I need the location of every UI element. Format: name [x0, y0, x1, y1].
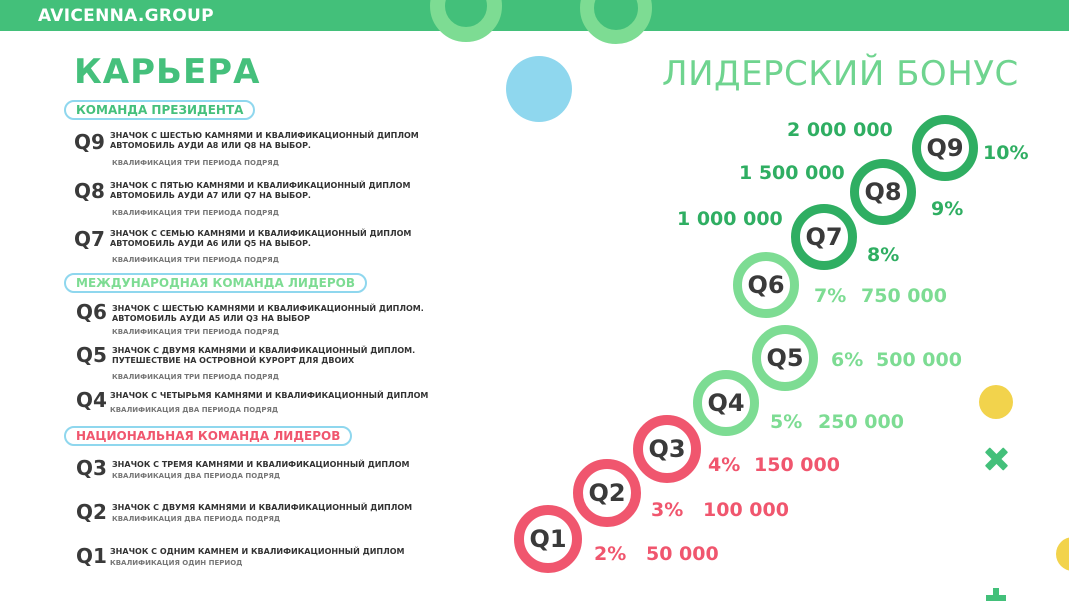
q5-circle: Q5: [752, 325, 818, 391]
level-note-q6: КВАЛИФИКАЦИЯ ТРИ ПЕРИОДА ПОДРЯД: [112, 328, 279, 336]
level-note-q1: КВАЛИФИКАЦИЯ ОДИН ПЕРИОД: [110, 559, 243, 567]
level-code-q2: Q2: [76, 500, 107, 524]
decor-blue-dot: [506, 56, 572, 122]
level-desc-q1-line1: ЗНАЧОК С ОДНИМ КАМНЕМ И КВАЛИФИКАЦИОННЫЙ ДИПЛОМ: [110, 547, 405, 556]
decor-ring-left: [430, 0, 502, 42]
q8-circle: Q8: [850, 159, 916, 225]
level-desc-q6-line1: ЗНАЧОК С ШЕСТЬЮ КАМНЯМИ И КВАЛИФИКАЦИОННЫЙ ДИПЛОМ.: [112, 304, 424, 313]
q9-percent: 10%: [983, 142, 1029, 164]
q6-percent: 7%: [814, 285, 847, 307]
level-code-q1: Q1: [76, 544, 107, 568]
q1-circle: Q1: [514, 505, 582, 573]
level-desc-q4-line1: ЗНАЧОК С ЧЕТЫРЬМЯ КАМНЯМИ И КВАЛИФИКАЦИОННЫЙ ДИПЛОМ: [110, 391, 429, 400]
level-code-q9: Q9: [74, 130, 105, 154]
q8-percent: 9%: [931, 198, 964, 220]
q5-percent: 6%: [831, 349, 864, 371]
level-note-q4: КВАЛИФИКАЦИЯ ДВА ПЕРИОДА ПОДРЯД: [110, 406, 279, 414]
level-desc-q8-line1: ЗНАЧОК С ПЯТЬЮ КАМНЯМИ И КВАЛИФИКАЦИОННЫЙ ДИПЛОМ: [110, 181, 411, 190]
level-note-q5: КВАЛИФИКАЦИЯ ТРИ ПЕРИОДА ПОДРЯД: [112, 373, 279, 381]
level-code-q3: Q3: [76, 456, 107, 480]
section-national-team: НАЦИОНАЛЬНАЯ КОМАНДА ЛИДЕРОВ: [64, 426, 352, 446]
q6-amount: 750 000: [861, 285, 947, 307]
level-desc-q2-line1: ЗНАЧОК С ДВУМЯ КАМНЯМИ И КВАЛИФИКАЦИОННЫЙ ДИПЛОМ: [112, 503, 413, 512]
decor-ring-right: [580, 0, 652, 44]
level-desc-q8-line2: АВТОМОБИЛЬ АУДИ А7 ИЛИ Q7 НА ВЫБОР.: [110, 191, 311, 200]
decor-yellow-dot: [979, 385, 1013, 419]
q7-circle: Q7: [791, 204, 857, 270]
q4-circle: Q4: [693, 370, 759, 436]
level-desc-q7-line2: АВТОМОБИЛЬ АУДИ А6 ИЛИ Q5 НА ВЫБОР.: [110, 239, 311, 248]
level-note-q3: КВАЛИФИКАЦИЯ ДВА ПЕРИОДА ПОДРЯД: [112, 472, 281, 480]
level-note-q7: КВАЛИФИКАЦИЯ ТРИ ПЕРИОДА ПОДРЯД: [112, 256, 279, 264]
leader-bonus-title: ЛИДЕРСКИЙ БОНУС: [662, 54, 1019, 94]
level-code-q5: Q5: [76, 343, 107, 367]
cross-icon: [983, 446, 1009, 472]
level-code-q6: Q6: [76, 300, 107, 324]
q9-amount: 2 000 000: [787, 119, 893, 141]
level-code-q4: Q4: [76, 388, 107, 412]
q2-amount: 100 000: [703, 499, 789, 521]
level-desc-q5-line2: ПУТЕШЕСТВИЕ НА ОСТРОВНОЙ КУРОРТ ДЛЯ ДВОИХ: [112, 356, 355, 365]
level-desc-q6-line2: АВТОМОБИЛЬ АУДИ А5 ИЛИ Q3 НА ВЫБОР: [112, 314, 310, 323]
q2-percent: 3%: [651, 499, 684, 521]
q6-circle: Q6: [733, 252, 799, 318]
q4-amount: 250 000: [818, 411, 904, 433]
level-desc-q9-line1: ЗНАЧОК С ШЕСТЬЮ КАМНЯМИ И КВАЛИФИКАЦИОННЫЙ ДИПЛОМ: [110, 131, 419, 140]
level-desc-q3-line1: ЗНАЧОК С ТРЕМЯ КАМНЯМИ И КВАЛИФИКАЦИОННЫЙ ДИПЛОМ: [112, 460, 410, 469]
q8-amount: 1 500 000: [739, 162, 845, 184]
level-desc-q9-line2: АВТОМОБИЛЬ АУДИ А8 ИЛИ Q8 НА ВЫБОР.: [110, 141, 311, 150]
q2-circle: Q2: [573, 459, 641, 527]
q3-circle: Q3: [633, 415, 701, 483]
level-note-q9: КВАЛИФИКАЦИЯ ТРИ ПЕРИОДА ПОДРЯД: [112, 159, 279, 167]
section-president-team: КОМАНДА ПРЕЗИДЕНТА: [64, 100, 255, 120]
page-title: КАРЬЕРА: [74, 52, 261, 92]
decor-yellow-dot-edge: [1056, 537, 1069, 571]
section-international-team: МЕЖДУНАРОДНАЯ КОМАНДА ЛИДЕРОВ: [64, 273, 367, 293]
top-bar: [0, 0, 1069, 31]
q3-amount: 150 000: [754, 454, 840, 476]
q3-percent: 4%: [708, 454, 741, 476]
level-note-q2: КВАЛИФИКАЦИЯ ДВА ПЕРИОДА ПОДРЯД: [112, 515, 281, 523]
q5-amount: 500 000: [876, 349, 962, 371]
q7-amount: 1 000 000: [677, 208, 783, 230]
brand-logo-text: AVICENNA.GROUP: [38, 6, 214, 26]
level-note-q8: КВАЛИФИКАЦИЯ ТРИ ПЕРИОДА ПОДРЯД: [112, 209, 279, 217]
q4-percent: 5%: [770, 411, 803, 433]
q1-amount: 50 000: [646, 543, 719, 565]
level-desc-q5-line1: ЗНАЧОК С ДВУМЯ КАМНЯМИ И КВАЛИФИКАЦИОННЫЙ ДИПЛОМ.: [112, 346, 416, 355]
q9-circle: Q9: [912, 115, 978, 181]
q7-percent: 8%: [867, 244, 900, 266]
plus-icon: [986, 588, 1006, 601]
level-desc-q7-line1: ЗНАЧОК С СЕМЬЮ КАМНЯМИ И КВАЛИФИКАЦИОННЫЙ ДИПЛОМ: [110, 229, 412, 238]
q1-percent: 2%: [594, 543, 627, 565]
level-code-q7: Q7: [74, 227, 105, 251]
level-code-q8: Q8: [74, 179, 105, 203]
